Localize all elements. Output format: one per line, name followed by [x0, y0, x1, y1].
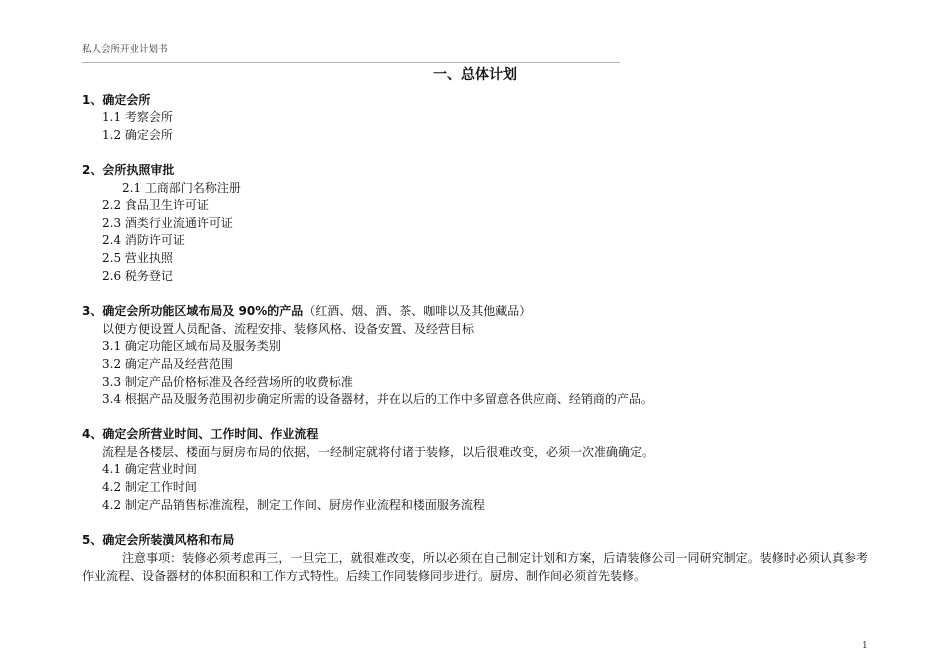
- section-2-item: 2.4 消防许可证: [102, 233, 185, 247]
- section-3-item: 3.4 根据产品及服务范围初步确定所需的设备器材，并在以后的工作中多留意各供应商、经销商的产品。: [102, 392, 653, 406]
- section-2-heading: 2、会所执照审批: [82, 163, 175, 177]
- section-2-item: 2.3 酒类行业流通许可证: [102, 216, 233, 230]
- section-3-heading-text: 3、确定会所功能区域布局及 90%的产品: [82, 304, 304, 318]
- section-2-item: 2.2 食品卫生许可证: [102, 198, 209, 212]
- section-2-item: 2.6 税务登记: [102, 269, 173, 283]
- section-4-item: 4.2 制定产品销售标准流程，制定工作间、厨房作业流程和楼面服务流程: [102, 498, 485, 512]
- section-3-item: 3.1 确定功能区域布局及服务类别: [102, 339, 281, 353]
- page-title: 一、总体计划: [433, 67, 517, 83]
- section-1-item: 1.1 考察会所: [102, 110, 173, 124]
- page-header: 私人会所开业计划书: [82, 44, 168, 55]
- section-1-heading: 1、确定会所: [82, 93, 151, 107]
- section-4-item: 4.1 确定营业时间: [102, 462, 197, 476]
- section-2-item: 2.1 工商部门名称注册: [122, 181, 241, 195]
- section-4-heading: 4、确定会所营业时间、工作时间、作业流程: [82, 427, 319, 441]
- section-3-heading-note: （红酒、烟、酒、茶、咖啡以及其他藏品）: [303, 304, 532, 318]
- section-4-intro: 流程是各楼层、楼面与厨房布局的依据，一经制定就将付诸于装修，以后很难改变，必须一次准确确定。: [102, 445, 655, 459]
- section-3-heading: [82, 303, 531, 321]
- page-number: 1: [862, 641, 868, 651]
- section-5-paragraph: 注意事项：装修必须考虑再三，一旦完工，就很难改变，所以必须在自己制定计划和方案，后请装修公司一同研究制定。装修时必须认真参考作业流程、设备器材的体积面积和工作方式特性。后续工作同装修同步进行。厨房、制作间必须首先装修。: [82, 551, 868, 583]
- section-2-item: 2.5 营业执照: [102, 251, 173, 265]
- section-3-intro: 以便方便设置人员配备、流程安排、装修风格、设备安置、及经营目标: [102, 322, 475, 336]
- section-3-item: 3.2 确定产品及经营范围: [102, 357, 233, 371]
- section-4-item: 4.2 制定工作时间: [102, 480, 197, 494]
- header-rule: [82, 62, 620, 63]
- section-1-item: 1.2 确定会所: [102, 128, 173, 142]
- section-5-heading: 5、确定会所装潢风格和布局: [82, 533, 235, 547]
- section-3-item: 3.3 制定产品价格标准及各经营场所的收费标准: [102, 375, 353, 389]
